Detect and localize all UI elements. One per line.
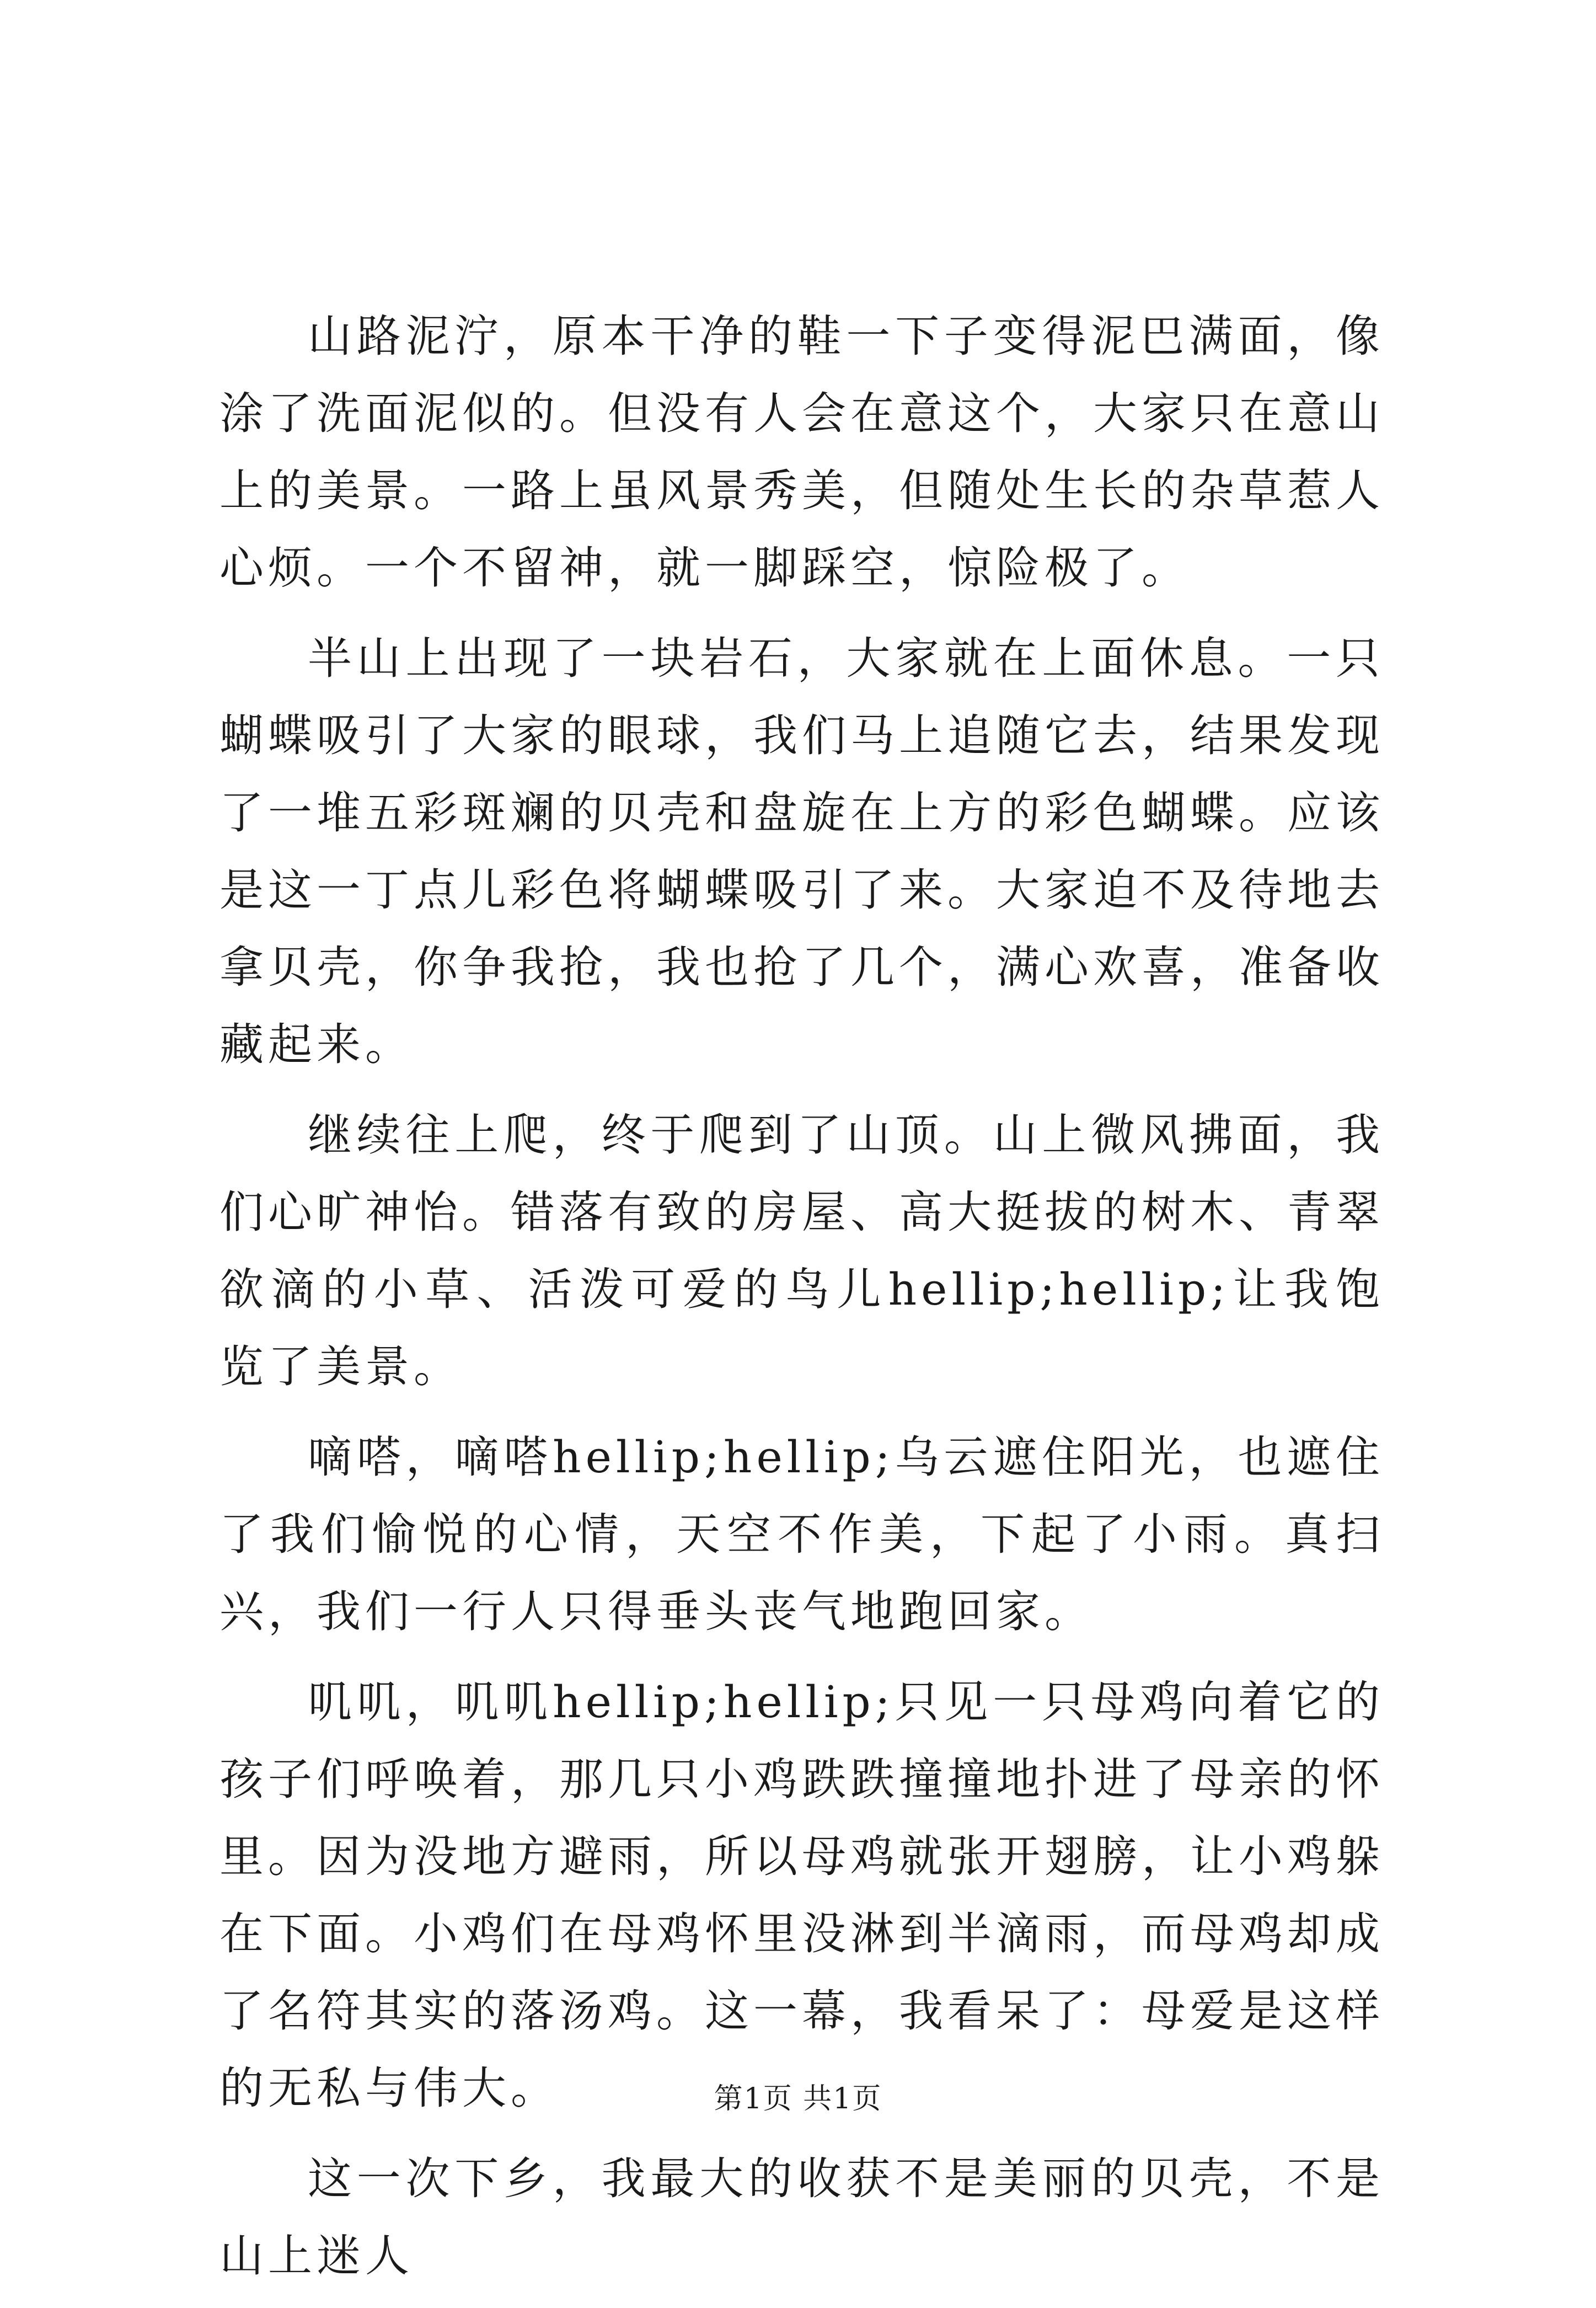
- paragraph-4: 嘀嗒，嘀嗒hellip;hellip;乌云遮住阳光，也遮住了我们愉悦的心情，天空不作美，下起了小雨。真扫兴，我们一行人只得垂头丧气地跑回家。: [219, 1431, 1384, 1637]
- paragraph-6: 这一次下乡，我最大的收获不是美丽的贝壳，不是山上迷人: [219, 2153, 1384, 2282]
- page-footer: 第1页 共1页: [714, 2082, 882, 2115]
- paragraph-1: 山路泥泞，原本干净的鞋一下子变得泥巴满面，像涂了洗面泥似的。但没有人会在意这个，大家只在意山上的美景。一路上虽风景秀美，但随处生长的杂草惹人心烦。一个不留神，就一脚踩空，惊险极了。: [219, 311, 1384, 594]
- paragraph-3: 继续往上爬，终于爬到了山顶。山上微风拂面，我们心旷神怡。错落有致的房屋、高大挺拔的树木、青翠欲滴的小草、活泼可爱的鸟儿hellip;hellip;让我饱览了美景。: [219, 1109, 1384, 1392]
- paragraph-5: 叽叽，叽叽hellip;hellip;只见一只母鸡向着它的孩子们呼唤着，那几只小鸡跌跌撞撞地扑进了母亲的怀里。因为没地方避雨，所以母鸡就张开翅膀，让小鸡躲在下面。小鸡们在母鸡怀里没淋到半滴雨，而母鸡却成了名符其实的落汤鸡。这一幕，我看呆了：母爱是这样的无私与伟大。: [219, 1676, 1384, 2114]
- paragraph-2: 半山上出现了一块岩石，大家就在上面休息。一只蝴蝶吸引了大家的眼球，我们马上追随它去，结果发现了一堆五彩斑斓的贝壳和盘旋在上方的彩色蝴蝶。应该是这一丁点儿彩色将蝴蝶吸引了来。大家迫不及待地去拿贝壳，你争我抢，我也抢了几个，满心欢喜，准备收藏起来。: [219, 633, 1384, 1070]
- document-body: [219, 298, 1384, 2308]
